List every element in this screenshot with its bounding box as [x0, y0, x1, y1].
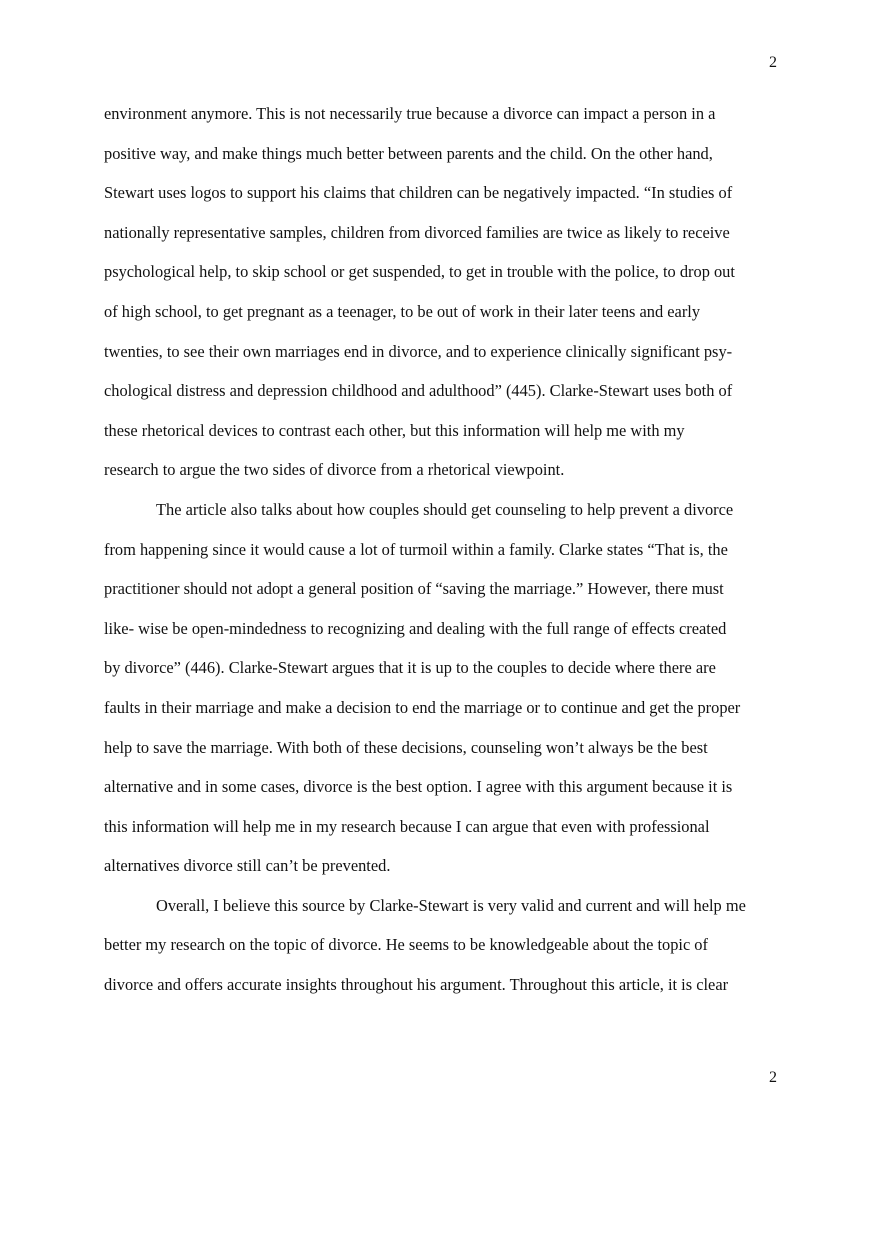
- text-line: from happening since it would cause a lot of turmoil within a family. Clarke states “That is, the: [104, 539, 728, 559]
- text-line: twenties, to see their own marriages end in divorce, and to experience clinically significant psy-: [104, 341, 733, 361]
- page-number-bottom: 2: [769, 1069, 777, 1086]
- text-line: chological distress and depression childhood and adulthood” (445). Clarke-Stewart uses both of: [104, 381, 733, 401]
- text-line: this information will help me in my research because I can argue that even with professional: [104, 816, 710, 836]
- text-line: Overall, I believe this source by Clarke-Stewart is very valid and current and will help me: [156, 895, 746, 915]
- text-line: psychological help, to skip school or get suspended, to get in trouble with the police, to drop out: [104, 262, 735, 282]
- text-line: faults in their marriage and make a decision to end the marriage or to continue and get the proper: [104, 697, 741, 717]
- text-line: divorce and offers accurate insights throughout his argument. Throughout this article, it is clear: [104, 975, 729, 995]
- text-line: practitioner should not adopt a general position of “saving the marriage.” However, there must: [104, 579, 724, 599]
- page-number-top: 2: [769, 54, 777, 71]
- text-line: research to argue the two sides of divorce from a rhetorical viewpoint.: [104, 460, 565, 480]
- text-line: alternatives divorce still can’t be prevented.: [104, 856, 391, 876]
- text-line: like- wise be open-mindedness to recognizing and dealing with the full range of effects created: [104, 618, 727, 638]
- text-line: alternative and in some cases, divorce is the best option. I agree with this argument because it is: [104, 777, 733, 797]
- text-line: environment anymore. This is not necessarily true because a divorce can impact a person in a: [104, 104, 716, 123]
- text-line: by divorce” (446). Clarke-Stewart argues that it is up to the couples to decide where there are: [104, 658, 716, 678]
- paragraph-3: [104, 886, 794, 1005]
- text-line: of high school, to get pregnant as a teenager, to be out of work in their later teens and early: [104, 301, 701, 321]
- document-body: [104, 94, 794, 1005]
- text-line: nationally representative samples, children from divorced families are twice as likely to receive: [104, 222, 730, 242]
- paragraph-2: [104, 490, 794, 886]
- text-line: positive way, and make things much better between parents and the child. On the other hand,: [104, 143, 713, 163]
- text-line: help to save the marriage. With both of these decisions, counseling won’t always be the best: [104, 737, 708, 757]
- text-line: better my research on the topic of divorce. He seems to be knowledgeable about the topic of: [104, 935, 708, 955]
- paragraph-1: [104, 94, 794, 490]
- text-line: these rhetorical devices to contrast each other, but this information will help me with my: [104, 420, 685, 440]
- text-line: The article also talks about how couples should get counseling to help prevent a divorce: [156, 499, 734, 519]
- text-line: Stewart uses logos to support his claims that children can be negatively impacted. “In studies of: [104, 183, 733, 203]
